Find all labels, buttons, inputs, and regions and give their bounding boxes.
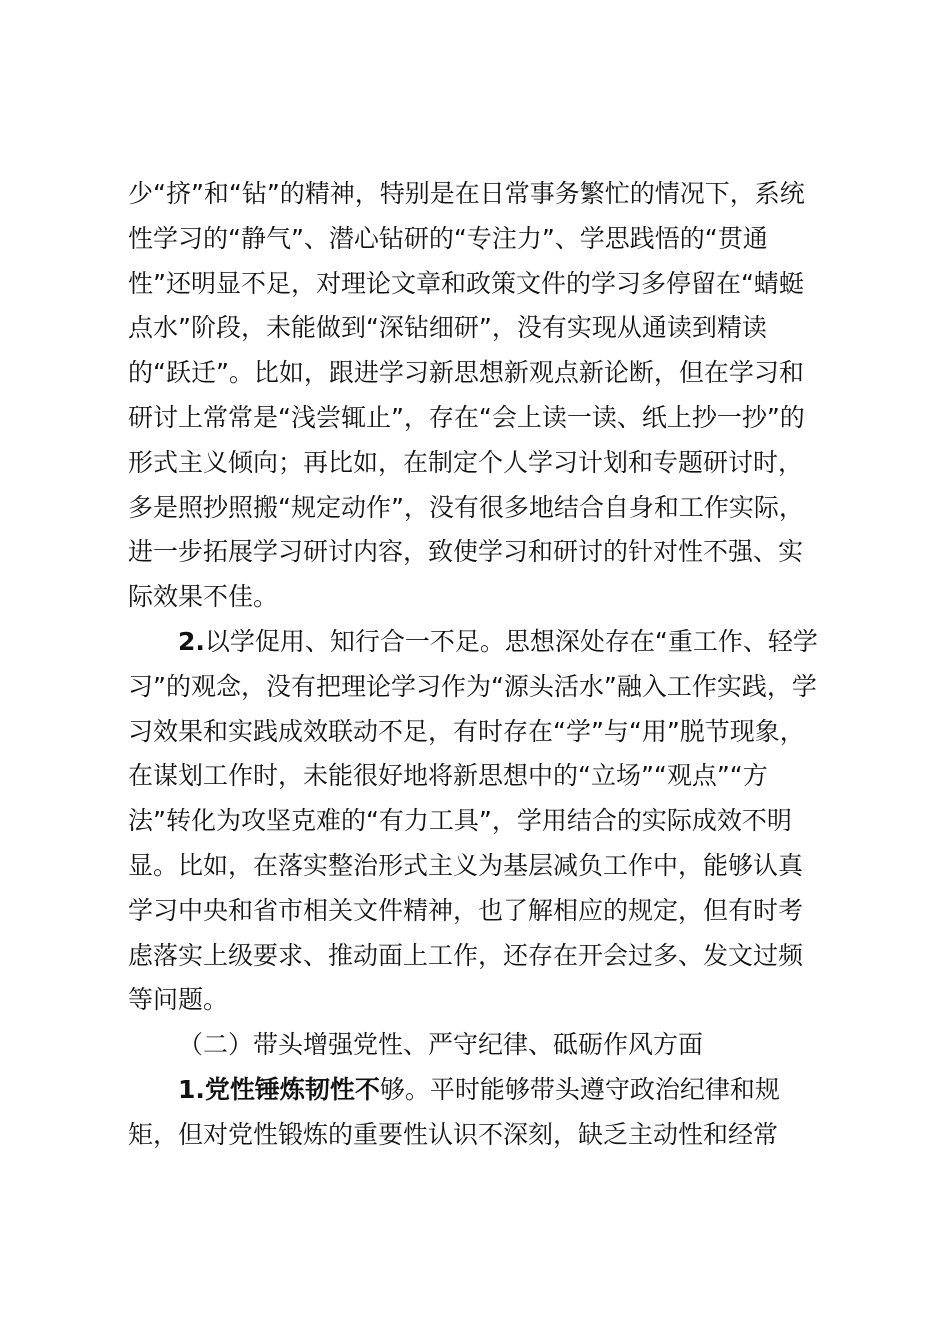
text-line: 际效果不佳。 xyxy=(128,582,279,612)
text-line: 习”的观念，没有把理论学习作为“源头活水”融入工作实践，学 xyxy=(128,671,817,701)
text-line: 形式主义倾向；再比如，在制定个人学习计划和专题研讨时， xyxy=(128,447,804,477)
text-line: 等问题。 xyxy=(128,985,229,1015)
text-line: 法”转化为攻坚克难的“有力工具”，学用结合的实际成效不明 xyxy=(128,806,792,836)
text-line: 研讨上常常是“浅尝辄止”，存在“会上读一读、纸上抄一抄”的 xyxy=(128,402,805,432)
text-line: 虑落实上级要求、推动面上工作，还存在开会过多、发文过频 xyxy=(128,940,804,970)
text-line: 习效果和实践成效联动不足，有时存在“学”与“用”脱节现象， xyxy=(128,716,805,746)
text-line: 学习中央和省市相关文件精神，也了解相应的规定，但有时考 xyxy=(128,895,804,925)
text-line: 性”还明显不足，对理论文章和政策文件的学习多停留在“蜻蜓 xyxy=(128,268,804,298)
text-line: 矩，但对党性锻炼的重要性认识不深刻，缺乏主动性和经常 xyxy=(128,1119,779,1149)
text-line: 少“挤”和“钻”的精神，特别是在日常事务繁忙的情况下，系统 xyxy=(128,179,805,208)
text-line: 的“跃迁”。比如，跟进学习新思想新观点新论断，但在学习和 xyxy=(128,358,804,388)
paragraph-3 xyxy=(128,1068,828,1158)
paragraph-2 xyxy=(128,620,828,1023)
text-line: 性学习的“静气”、潜心钻研的“专注力”、学思践悟的“贯通 xyxy=(128,223,768,253)
text-line xyxy=(128,620,828,665)
item-number: 2. xyxy=(178,626,205,656)
text-line xyxy=(128,1068,828,1113)
paragraph-1 xyxy=(128,172,828,620)
text-line: 在谋划工作时，未能很好地将新思想中的“立场”“观点”“方 xyxy=(128,761,768,791)
text-line: 显。比如，在落实整治形式主义为基层减负工作中，能够认真 xyxy=(128,850,804,880)
text-line: 多是照抄照搬“规定动作”，没有很多地结合自身和工作实际， xyxy=(128,492,804,522)
text-line: 点水”阶段，未能做到“深钻细研”，没有实现从通读到精读 xyxy=(128,313,767,343)
document-body xyxy=(128,172,828,1158)
item-bold-lead: 1.党性锤炼韧性不 xyxy=(178,1074,380,1104)
section-heading: （二）带头增强党性、严守纪律、砥砺作风方面 xyxy=(178,1030,704,1060)
item-text: 够。平时能够带头遵守政治纪律和规 xyxy=(379,1074,780,1104)
item-text: 以学促用、知行合一不足。思想深处存在“重工作、轻学 xyxy=(204,626,818,656)
text-line: 进一步拓展学习研讨内容，致使学习和研讨的针对性不强、实 xyxy=(128,537,804,567)
